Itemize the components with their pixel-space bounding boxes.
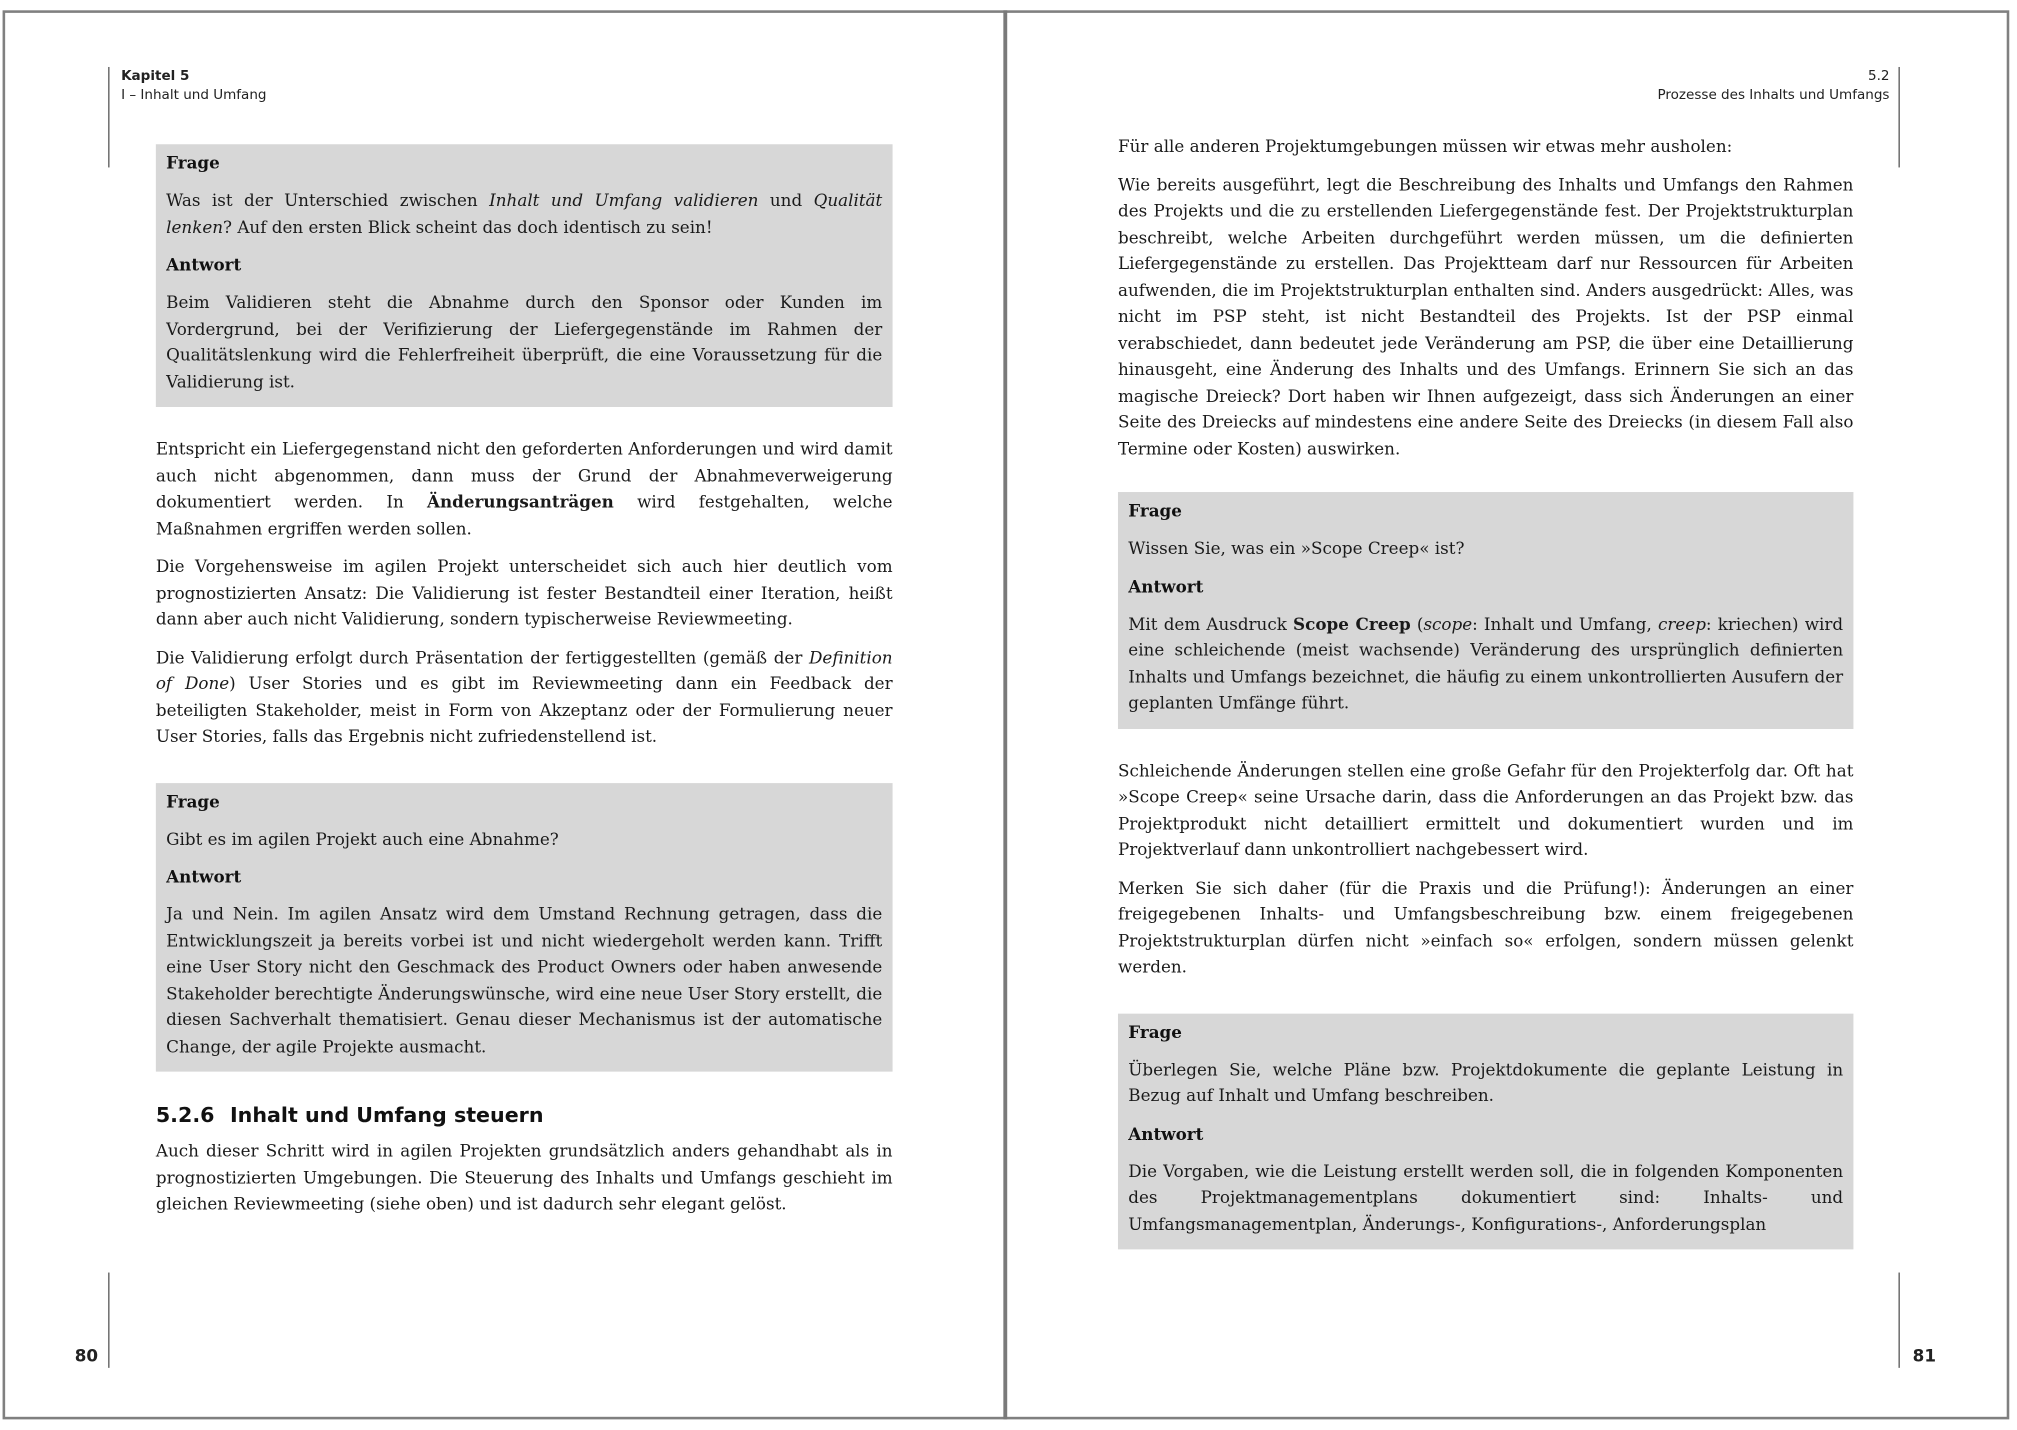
text-run: ? Auf den ersten Blick scheint das doch identisch zu sein! — [223, 218, 713, 238]
bold-run: Änderungsanträgen — [427, 493, 614, 513]
paragraph: Merken Sie sich daher (für die Praxis und die Prüfung!): Änderungen an einer freigegebenen Inhalts- und Umfangsbeschreibung bzw. einem freigegebenen Projektstrukturplan dürfen nicht »einfach so« erfolgen, sondern müssen gelenkt werden. — [1117, 879, 1854, 978]
question-label: Frage — [1128, 1023, 1182, 1043]
question-box — [156, 782, 893, 1071]
question-box — [156, 144, 893, 407]
italic-run: scope — [1423, 615, 1473, 635]
italic-run: Definition of Done — [155, 648, 893, 695]
answer-text — [1128, 612, 1843, 718]
section-title-label: Prozesse des Inhalts und Umfangs — [1657, 87, 1890, 104]
paragraph — [156, 646, 893, 752]
right-page — [1007, 0, 2017, 1430]
section-title: Inhalt und Umfang steuern — [229, 1102, 544, 1127]
section-heading — [156, 1103, 893, 1127]
question-label: Frage — [166, 792, 220, 813]
paragraph: Schleichende Änderungen stellen eine große Gefahr für den Projekterfolg dar. Oft hat »Scope Creep« seine Ursache darin, dass die Anforderungen an das Projekt bzw. das Projektprodukt nicht detailliert ermittelt und dokumentiert wurden und im Projektverlauf dann unkontrolliert nachgebessert wird. — [1117, 761, 1854, 861]
answer-label: Antwort — [166, 256, 242, 276]
bold-run: Scope Creep — [1293, 615, 1411, 635]
header-rule — [1899, 67, 1900, 167]
question-text: Wissen Sie, was ein »Scope Creep« ist? — [1128, 539, 1465, 559]
paragraph: Wie bereits ausgeführt, legt die Beschreibung des Inhalts und Umfangs den Rahmen des Projekts und die zu erstellenden Liefergegenstände fest. Der Projektstrukturplan beschreibt, welche Arbeiten durchgeführt werden müssen, um die definierten Liefergegenstände zu erstellen. Das Projektteam darf nur Ressourcen für Arbeiten aufwenden, die im Projektstrukturplan enthalten sind. Anders ausgedrückt: Alles, was nicht im PSP steht, ist nicht Bestandteil des Projekts. Ist der PSP einmal verabschiedet, dann bedeutet jede Veränderung am PSP, die über eine Detaillierung hinausgeht, eine Änderung des Inhalts und des Umfangs. Erinnern Sie sich an das magische Dreieck? Dort haben wir Ihnen aufgezeigt, dass sich Änderungen an einer Seite des Dreiecks auf mindestens eine andere Seite des Dreiecks (in diesem Fall also Termine oder Kosten) auswirken. — [1117, 175, 1854, 460]
answer-text: Beim Validieren steht die Abnahme durch den Sponsor oder Kunden im Vordergrund, bei der Verifizierung der Liefergegenstände im Rahmen der Qualitätslenkung wird die Fehlerfreiheit überprüft, die eine Voraussetzung für die Validierung ist. — [166, 293, 883, 393]
text-run: : Inhalt und Umfang, — [1472, 615, 1658, 635]
header-rule — [108, 67, 109, 167]
paragraph: Für alle anderen Projektumgebungen müssen wir etwas mehr ausholen: — [1117, 137, 1733, 158]
text-run: und — [758, 191, 814, 212]
answer-label: Antwort — [1128, 577, 1204, 597]
italic-run: Inhalt und Umfang validieren — [489, 191, 759, 212]
text-run: Was ist der Unterschied zwischen — [166, 191, 490, 212]
question-text — [166, 189, 882, 242]
chapter-subtitle: I – Inhalt und Umfang — [121, 87, 267, 104]
italic-run: creep — [1657, 615, 1706, 635]
right-text-column — [1118, 135, 1853, 1280]
left-text-column — [156, 144, 893, 1230]
answer-label: Antwort — [1128, 1125, 1204, 1145]
running-header — [121, 67, 266, 106]
section-number-label: 5.2 — [1867, 68, 1890, 84]
text-run: : kriechen) wird eine schleichende (meist wachsende) Veränderung des ursprünglich definierten Inhalts und Umfangs bezeichnet, die häufig zu einem unkontrollierten Ausufern der geplanten Umfänge führt. — [1128, 615, 1844, 714]
page-number: 81 — [1912, 1347, 1936, 1367]
question-label: Frage — [166, 154, 220, 174]
question-box — [1118, 492, 1853, 728]
text-run: wird festgehalten, welche Maßnahmen ergriffen werden sollen. — [155, 493, 893, 540]
page-number: 80 — [74, 1347, 99, 1367]
footer-rule — [108, 1273, 109, 1368]
text-run: Entspricht ein Liefergegenstand nicht den geforderten Anforderungen und wird damit auch nicht abgenommen, dann muss der Grund der Abnahmeverweigerung dokumentiert werden. In — [155, 440, 893, 513]
paragraph: Auch dieser Schritt wird in agilen Projekten grundsätzlich anders gehandhabt als in prognostizierten Umgebungen. Die Steuerung des Inhalts und Umfangs geschieht im gleichen Reviewmeeting (siehe oben) und ist dadurch sehr elegant gelöst. — [155, 1142, 893, 1215]
question-text: Überlegen Sie, welche Pläne bzw. Projektdokumente die geplante Leistung in Bezug auf Inhalt und Umfang beschreiben. — [1128, 1060, 1844, 1107]
text-run: Die Validierung erfolgt durch Präsentation der fertiggestellten (gemäß der — [155, 648, 809, 668]
paragraph: Die Vorgehensweise im agilen Projekt unterscheidet sich auch hier deutlich vom prognostizierten Ansatz: Die Validierung ist fester Bestandteil einer Iteration, heißt dann aber auch nicht Validierung, sondern typischerweise Reviewmeeting. — [155, 557, 893, 630]
text-run: ( — [1410, 615, 1424, 635]
italic-run: Qualität lenken — [166, 191, 883, 238]
chapter-label: Kapitel 5 — [121, 68, 190, 84]
question-box — [1118, 1013, 1853, 1249]
answer-text: Ja und Nein. Im agilen Ansatz wird dem Umstand Rechnung getragen, dass die Entwicklungszeit ja bereits vorbei ist und nicht wiedergeholt werden kann. Trifft eine User Story nicht den Geschmack des Product Owners oder haben anwesende Stakeholder berechtigte Änderungswünsche, wird eine neue User Story erstellt, die diesen Sachverhalt thematisiert. Genau dieser Mechanismus ist der automatische Change, der agile Projekte ausmacht. — [166, 905, 883, 1057]
section-number: 5.2.6 — [155, 1102, 215, 1127]
text-run: ) User Stories und es gibt im Reviewmeeting dann ein Feedback der beteiligten Stakeholder, meist in Form von Akzeptanz oder der Formulierung neuer User Stories, falls das Ergebnis nicht zufriedenstellend ist. — [155, 674, 893, 748]
running-header — [1657, 67, 1889, 106]
question-label: Frage — [1128, 502, 1182, 522]
answer-label: Antwort — [166, 868, 242, 888]
paragraph — [156, 438, 893, 544]
question-text: Gibt es im agilen Projekt auch eine Abnahme? — [166, 830, 559, 850]
answer-text: Die Vorgaben, wie die Leistung erstellt werden soll, die in folgenden Komponenten des Projektmanagementplans dokumentiert sind: Inhalts- und Umfangsmanagementplan, Änderungs-, Konfigurations-, Anforderungsplan — [1128, 1162, 1844, 1235]
footer-rule — [1899, 1273, 1900, 1368]
text-run: Mit dem Ausdruck — [1128, 615, 1294, 635]
left-page — [0, 0, 1005, 1430]
